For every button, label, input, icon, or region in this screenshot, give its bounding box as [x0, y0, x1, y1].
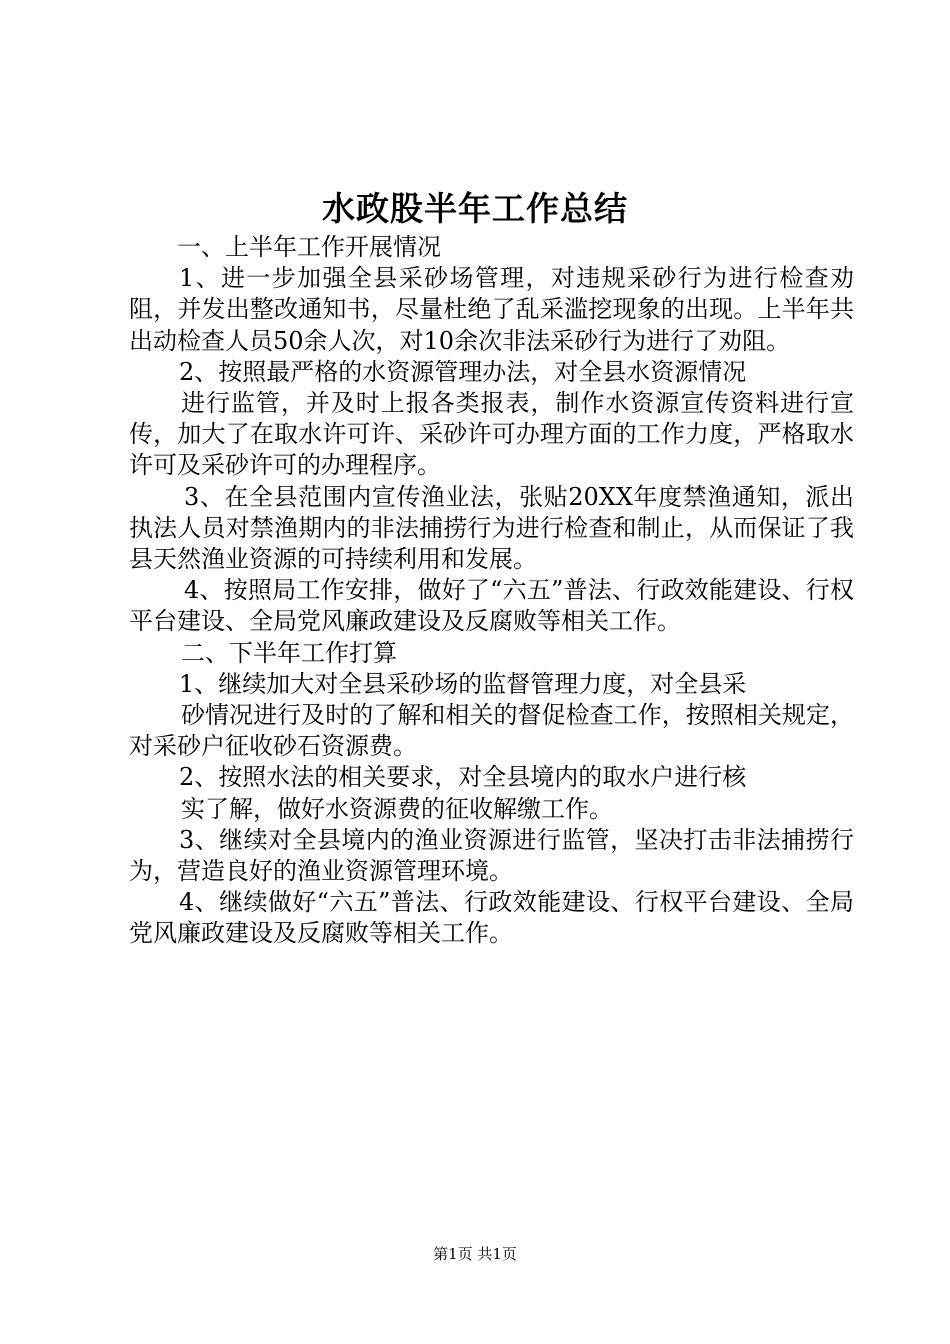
paragraph-work-arrangement: 4、按照局工作安排，做好了“六五”普法、行政效能建设、行权平台建设、全局党风廉政建设及反腐败等相关工作。: [129, 576, 854, 636]
paragraph-water-law-cont: 实了解，做好水资源费的征收解缴工作。: [181, 794, 613, 823]
page-number-footer: 第1页 共1页: [433, 1245, 517, 1263]
paragraph-sand-mining: 1、进一步加强全县采砂场管理，对违规采砂行为进行检查劝阻，并发出整改通知书，尽量杜绝了乱采滥挖现象的出现。上半年共出动检查人员50余人次，对10余次非法采砂行为进行了劝阻。: [129, 264, 854, 355]
paragraph-water-resources-cont: 进行监管，并及时上报各类报表，制作水资源宣传资料进行宣传，加大了在取水许可许、采砂许可办理方面的工作力度，严格取水许可及采砂许可的办理程序。: [129, 389, 854, 480]
paragraph-fishery-law: 3、在全县范围内宣传渔业法，张贴20XX年度禁渔通知，派出执法人员对禁渔期内的非法捕捞行为进行检查和制止，从而保证了我县天然渔业资源的可持续利用和发展。: [129, 482, 854, 574]
paragraph-fishery-supervision: 3、继续对全县境内的渔业资源进行监管，坚决打击非法捕捞行为，营造良好的渔业资源管理环境。: [129, 825, 854, 886]
section-heading-first-half: 一、上半年工作开展情况: [177, 233, 441, 261]
paragraph-sand-supervision: 1、继续加大对全县采砂场的监督管理力度，对全县采: [179, 669, 747, 698]
paragraph-water-resources: 2、按照最严格的水资源管理办法，对全县水资源情况: [179, 357, 747, 386]
section-heading-second-half: 二、下半年工作打算: [181, 638, 397, 667]
document-body: [129, 232, 854, 950]
paragraph-water-law: 2、按照水法的相关要求，对全县境内的取水户进行核: [179, 763, 747, 792]
document-title: 水政股半年工作总结: [322, 189, 628, 228]
paragraph-continue-work: 4、继续做好“六五”普法、行政效能建设、行权平台建设、全局党风廉政建设及反腐败等相关工作。: [129, 888, 854, 948]
paragraph-sand-supervision-cont: 砂情况进行及时的了解和相关的督促检查工作，按照相关规定，对采砂户征收砂石资源费。: [129, 701, 854, 761]
